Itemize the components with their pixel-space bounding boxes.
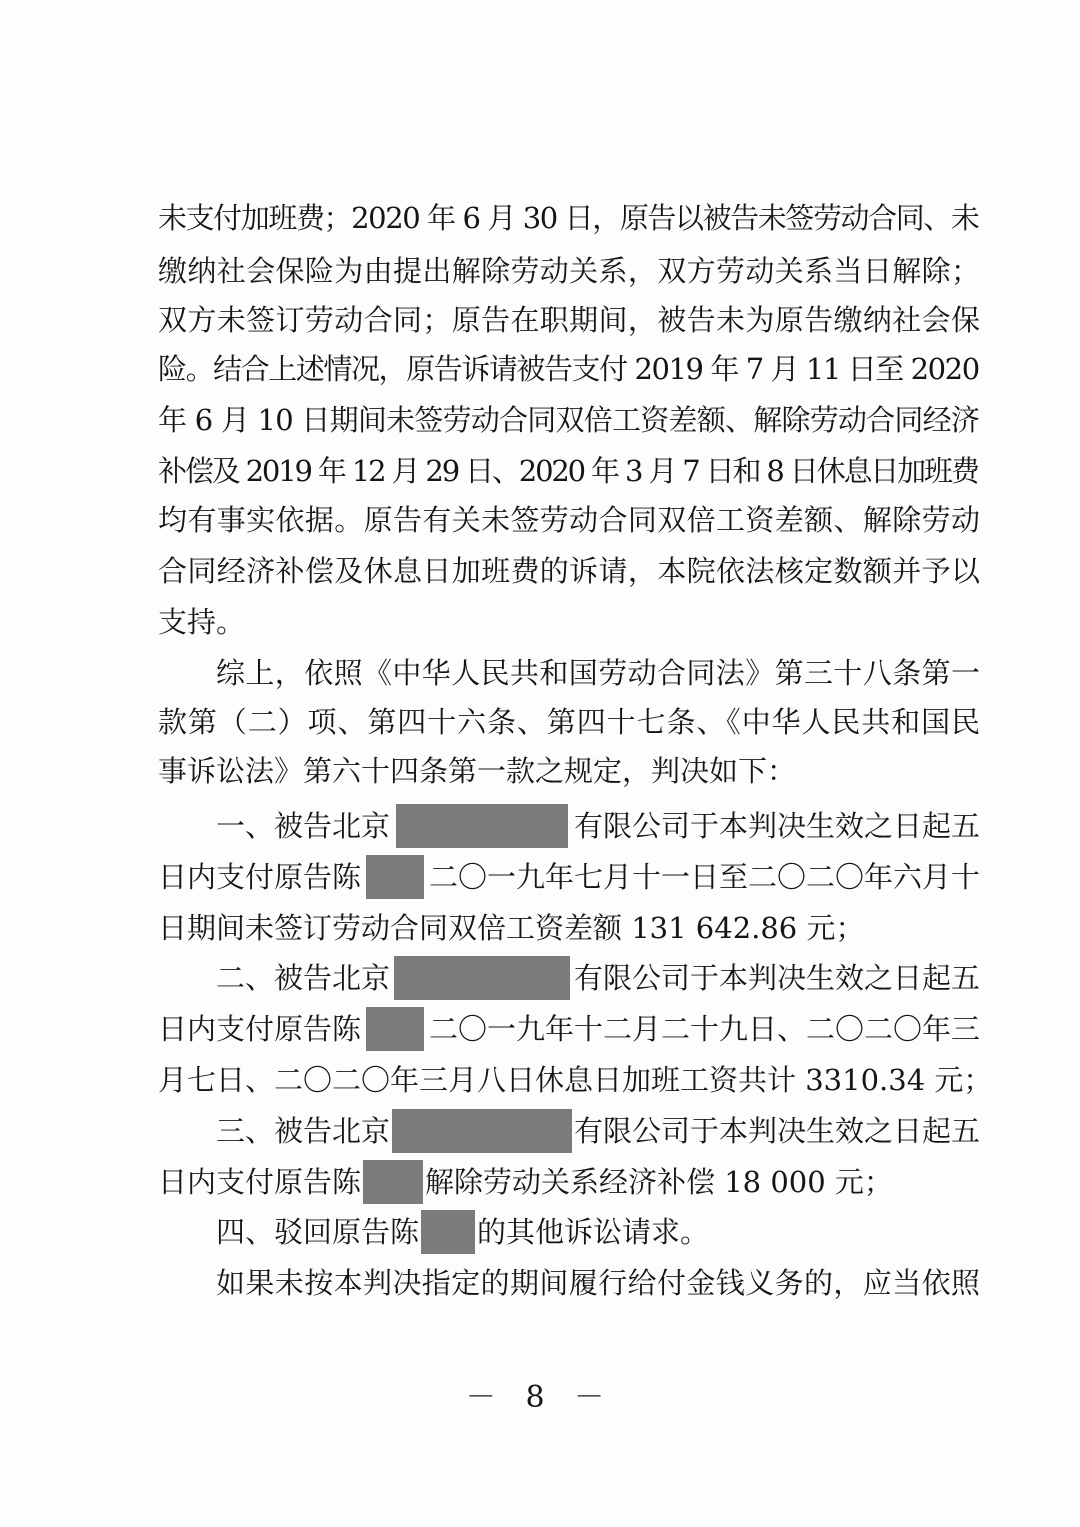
text-line: 月七日、二〇二〇年三月八日休息日加班工资共计 3310.34 元； (158, 1063, 993, 1097)
judgment-item-3-line (216, 1109, 980, 1153)
redaction-block (366, 1007, 424, 1051)
paragraph-first-line: 如果未按本判决指定的期间履行给付金钱义务的，应当依照 (216, 1266, 981, 1300)
text-line: 日期间未签订劳动合同双倍工资差额 131 642.86 元； (158, 911, 865, 945)
redaction-block (421, 1210, 475, 1254)
text-segment: 二、被告北京 (216, 961, 391, 995)
text-line: 均有事实依据。原告有关未签劳动合同双倍工资差额、解除劳动 (158, 503, 981, 537)
judgment-item-1-line (216, 804, 980, 848)
text-line: 事诉讼法》第六十四条第一款之规定，判决如下： (158, 754, 797, 788)
text-segment: 四、驳回原告陈 (216, 1215, 420, 1249)
text-line: 险。结合上述情况，原告诉请被告支付 2019 年 7 月 11 日至 2020 (158, 352, 979, 386)
text-line: 未支付加班费；2020 年 6 月 30 日，原告以被告未签劳动合同、未 (158, 201, 979, 235)
text-line: 支持。 (158, 605, 246, 639)
text-line: 年 6 月 10 日期间未签劳动合同双倍工资差额、解除劳动合同经济 (158, 403, 980, 437)
text-line: 双方未签订劳动合同；原告在职期间，被告未为原告缴纳社会保 (158, 303, 981, 337)
text-line (158, 1160, 980, 1204)
judgment-item-2-line (216, 956, 980, 1000)
text-segment: 日内支付原告陈 (158, 1165, 362, 1199)
text-segment: 二〇一九年十二月二十九日、二〇二〇年三 (428, 1012, 980, 1046)
text-segment: 有限公司于本判决生效之日起五 (573, 809, 980, 843)
text-line (158, 1007, 980, 1051)
redaction-block (363, 1160, 423, 1204)
page-number: － 8 － (465, 1380, 615, 1415)
text-segment: 有限公司于本判决生效之日起五 (573, 1114, 980, 1148)
judgment-item-4-line (216, 1210, 980, 1254)
text-line: 合同经济补偿及休息日加班费的诉请，本院依法核定数额并予以 (158, 554, 981, 588)
redaction-block (366, 855, 424, 899)
redaction-block (394, 956, 570, 1000)
text-segment: 二〇一九年七月十一日至二〇二〇年六月十 (428, 860, 980, 894)
paragraph-first-line: 综上，依照《中华人民共和国劳动合同法》第三十八条第一 (216, 656, 981, 690)
text-segment: 日内支付原告陈 (158, 860, 362, 894)
text-line: 缴纳社会保险为由提出解除劳动关系，双方劳动关系当日解除； (158, 254, 981, 288)
text-line (158, 855, 980, 899)
redaction-block (396, 804, 568, 848)
text-segment: 三、被告北京 (216, 1114, 391, 1148)
redaction-block (392, 1109, 572, 1153)
text-segment: 的其他诉讼请求。 (477, 1215, 710, 1249)
text-segment: 一、被告北京 (216, 809, 391, 843)
text-segment: 有限公司于本判决生效之日起五 (573, 961, 980, 995)
text-segment: 解除劳动关系经济补偿 18 000 元； (425, 1165, 893, 1199)
text-line: 款第（二）项、第四十六条、第四十七条、《中华人民共和国民 (158, 705, 981, 739)
text-line: 补偿及 2019 年 12 月 29 日、2020 年 3 月 7 日和 8 日休息日加班费 (158, 454, 978, 488)
text-segment: 日内支付原告陈 (158, 1012, 362, 1046)
